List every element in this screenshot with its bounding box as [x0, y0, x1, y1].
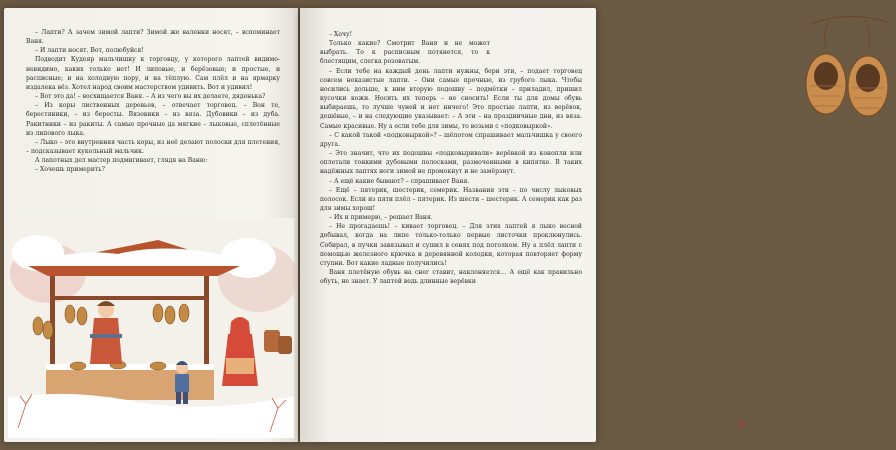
paragraph: А лапотных дел мастер подмигивает, глядя на Ваню: [35, 157, 208, 165]
paragraph: – Это значит, что их подошвы «подковыривали» верёвкой из конопли или оплетали тонкими дубовыми полосками, размоченными в кипятке. В таких надёжных лаптях ноги зимой не промокнут и не замёрзнут. [320, 150, 582, 176]
paragraph: – Хочу! [329, 31, 353, 38]
paragraph: – Не прогадаешь! – кивает торговец. – Для этих лаптей я лыко весной добывал, когда на липе только-только первые листочки проклюнулись. Собирал, в пучки завязывал и сушил в сенях под потолком. Ну а плёл лапти с помощью железного крючка и деревянной колодки, которая повторяет форму ступни. Вот какие ладные получились! [320, 223, 582, 267]
paragraph: – Лыко – это внутренняя часть коры, из неё делают полоски для плетения, – подсказывает кукольный мальчик. [26, 138, 280, 156]
paragraph: Только какие? Смотрит Ваня и не может выбрать. То к расписным потянется, то к блестящим, слегка розоватым. [320, 40, 490, 66]
paragraph: – Если тебе на каждый день лапти нужны, бери эти, – подает торговец совсем неказистые лапти. – Они самые прочные, из грубого лыка. Чтобы носились дольше, к ним вторую подошву – подмётки – приладил, пришил кусочки кожи. Носить их теперь – не сносить! Если ты для домы обувь выбираешь, то лучше чуней и нет ничего! Это простые лапти, из верёвок, дешёвые, – и на следующие указывает: – А эти – на праздничные дни, из вяза. Самые красивые. Ну а если тебе для зимы, то возьми с «подковыркой». [320, 67, 582, 130]
paragraph: – Хочешь примерить? [35, 166, 105, 174]
left-page-text [26, 28, 280, 175]
paragraph: – С какой такой «подковыркой»? – шёпотом спрашивает мальчишка у своего друга. [320, 131, 582, 148]
paragraph: – Вот это да! – восхищается Ваня. – А из чего вы их делаете, дяденька? [35, 93, 266, 101]
paragraph: – Их и примерю, – решает Ваня. [329, 214, 433, 222]
lapti-pair-image [800, 12, 896, 120]
right-page [300, 8, 745, 442]
paragraph: Ваня плетёную обувь на снег ставит, наклоняется… А ещё как правильно обуть, не знает. У лаптей ведь длинные верёвки [320, 269, 582, 286]
paragraph: Подводит Кудеяр мальчишку к торговцу, у которого лаптей видимо-невидимо, каких только нет! И липовые, и берёзовые; и простые, и расписные; и на холодную пору, и на тёплую. Сам плёл и на ярмарку издалека вёз. Хотел народ своим мастерством удивить. Вот и удивил! [26, 56, 280, 91]
right-page-text [320, 30, 582, 286]
page-number: 19 [737, 421, 745, 428]
market-illustration [8, 218, 294, 438]
paragraph: – Из коры лиственных деревьев, – отвечает торговец. – Вон те, берестяники, – из бересты. Вязовики – из вяза. Дубовики – из дуба. Ракитники – из ракиты. А самые прочные да мягкие – лыковые, сплетённые из липового лыка. [26, 102, 280, 137]
paragraph: – Ещё – пятерик, шестерик, семерик. Названия эти – по числу лыковых полосок. Если из пяти плёл – пятерик. Из шести – шестерик. А семерик как раз для зимы хорош! [320, 186, 582, 212]
left-page [4, 8, 298, 442]
paragraph: – И лапти носят. Вот, полюбуйся! [35, 47, 144, 55]
paragraph: – А ещё какие бывают? – спрашивает Ваня. [329, 177, 470, 185]
paragraph: – Лапти? А зачем зимой лапти? Зимой же валенки носят, – вспоминает Ваня. [26, 29, 280, 46]
